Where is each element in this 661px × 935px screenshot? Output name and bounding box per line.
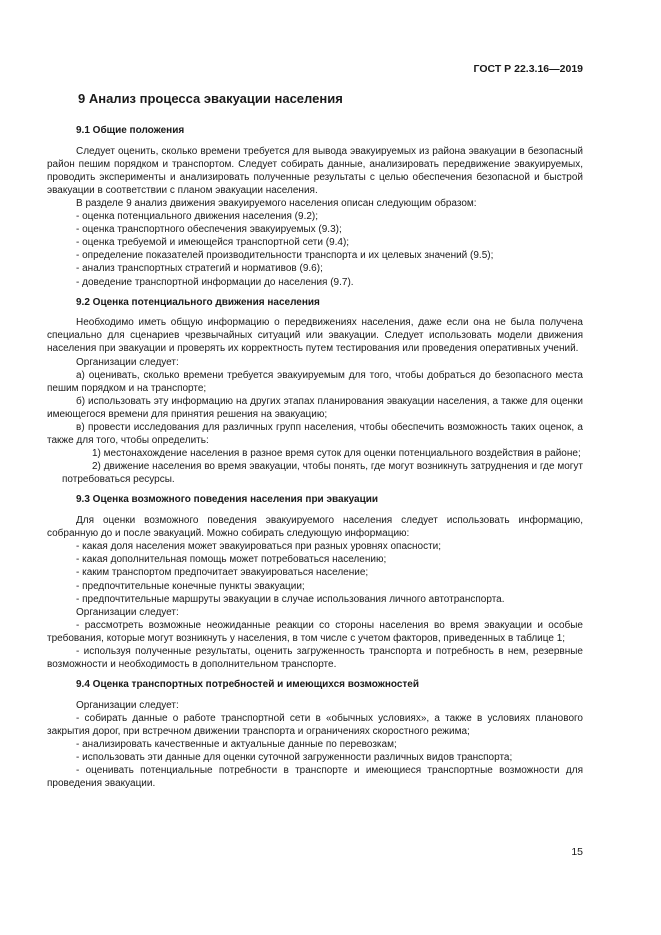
list-item: - анализ транспортных стратегий и нормативов (9.6); [76,263,323,275]
list-item: - оценивать потенциальные потребности в транспорте и имеющиеся транспортные возможности для проведения эвакуации. [47,765,583,790]
section-heading-9-3: 9.3 Оценка возможного поведения населения при эвакуации [76,494,379,506]
section-heading-9-1: 9.1 Общие положения [76,125,185,136]
section-heading-9-2: 9.2 Оценка потенциального движения населения [76,296,320,308]
list-item: - предпочтительные конечные пункты эвакуации; [76,580,305,592]
paragraph: Необходимо иметь общую информацию о передвижениях населения, даже если она не была получена специально для сценариев чрезвычайных ситуаций или эвакуации. Следует использовать модели движения населения при эвакуации и проверять их корректность путем тестирования или проведения оперативных учений. [47,317,583,355]
list-item: - предпочтительные маршруты эвакуации в случае использования личного автотранспорта. [76,593,505,605]
list-item: - каким транспортом предпочитает эвакуироваться население; [76,567,369,579]
list-item: - анализировать качественные и актуальные данные по перевозкам; [76,739,397,751]
paragraph: Для оценки возможного поведения эвакуируемого населения следует использовать информацию, собранную до и после эвакуаций. Можно собирать следующую информацию: [47,515,583,540]
page-number: 15 [571,846,583,858]
chapter-title: 9 Анализ процесса эвакуации населения [78,91,343,106]
list-item: - собирать данные о работе транспортной сети в «обычных условиях», а также в условиях планового закрытия дорог, при встречном движении транспорта и ограничениях скоростного режима; [47,712,583,737]
paragraph: Организации следует: [76,356,179,368]
section-heading-9-4: 9.4 Оценка транспортных потребностей и имеющихся возможностей [76,679,420,691]
paragraph: Организации следует: [76,699,179,711]
standard-header: ГОСТ Р 22.3.16—2019 [473,63,583,75]
sub-list-item: 2) движение населения во время эвакуации, чтобы понять, где могут возникнуть затруднения и где могут потребоваться ресурсы. [62,461,583,486]
paragraph: Следует оценить, сколько времени требуется для вывода эвакуируемых из района эвакуации в безопасный район пешим порядком и транспортом. Следует собирать данные, анализировать передвижение эвакуируемых, проводить эксперименты и анализировать полученные результаты с целью обеспечения безопасной и быстрой эвакуации в соответствии с планом эвакуации населения. [47,145,583,196]
paragraph: Организации следует: [76,606,179,618]
list-item: в) провести исследования для различных групп населения, чтобы обеспечить возможность таких оценок, а также для того, чтобы определить: [47,421,583,447]
list-item: - использовать эти данные для оценки суточной загруженности различных видов транспорта; [76,752,513,764]
list-item: - доведение транспортной информации до населения (9.7). [76,276,354,288]
document-body [47,124,583,790]
list-item: - оценка потенциального движения населения (9.2); [76,211,319,223]
sub-list-item: 1) местонахождение населения в разное время суток для оценки потенциального воздействия в районе; [92,448,581,460]
list-item: а) оценивать, сколько времени требуется эвакуируемым для того, чтобы добраться до безопасного места пешим порядком и на транспорте; [47,369,583,394]
list-item: б) использовать эту информацию на других этапах планирования эвакуации населения, а также для оценки имеющегося времени для принятия решения на эвакуацию; [47,395,583,420]
list-item: - какая доля населения может эвакуироваться при разных уровнях опасности; [76,541,442,553]
list-item: - оценка требуемой и имеющейся транспортной сети (9.4); [76,237,350,249]
list-item: - рассмотреть возможные неожиданные реакции со стороны населения во время эвакуации и особые требования, которые могут возникнуть у населения, в том числе с учетом факторов, приведенных в таблице 1; [47,619,583,644]
list-item: - используя полученные результаты, оценить загруженность транспорта и потребность в нем, резервные возможности и необходимость в дополнительном транспорте. [47,645,583,671]
list-item: - какая дополнительная помощь может потребоваться населению; [76,554,387,566]
list-item: - определение показателей производительности транспорта и их целевых значений (9.5); [76,250,494,262]
paragraph: В разделе 9 анализ движения эвакуируемого населения описан следующим образом: [76,197,477,209]
list-item: - оценка транспортного обеспечения эвакуируемых (9.3); [76,224,342,236]
